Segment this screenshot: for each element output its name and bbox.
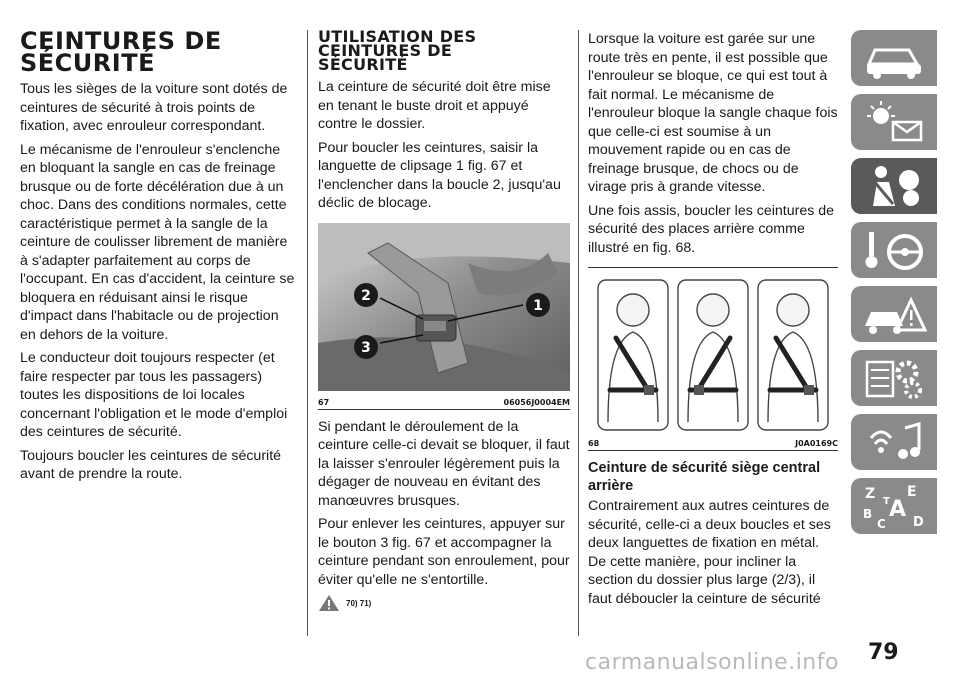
tab-starting-driving[interactable] [851,222,937,278]
seatbelt-airbag-icon [859,162,929,210]
paragraph: La ceinture de sécurité doit être mise en tenant le buste droit et appuyé contre le dossier. [318,79,551,132]
watermark: carmanualsonline.info [585,650,839,675]
index-letter: C [877,517,886,530]
title-line: CEINTURES DE [20,27,222,55]
title-line: CEINTURES DE [318,41,453,60]
index-letter: E [907,484,917,500]
alphabetical-index-icon [859,482,929,530]
page-number: 79 [868,640,899,665]
warning-lights-icon [859,98,929,146]
figure-caption [588,437,838,450]
index-letter: D [913,515,924,530]
figure-number: 67 [318,397,330,407]
rear-seat-occupants-illustration [588,272,838,432]
paragraph: Lorsque la voiture est garée sur une route très en pente, il est possible que l'enrouleur se bloque, ce qui est tout à fait normal. Le mécanisme de l'enrouleur bloque la sangle chaque fois que celle-ci est soumise à un mouvement rapide ou en cas de freinage brusque, de chocs ou de virage pris à grande vitesse. [588,31,838,195]
paragraph: Toujours boucler les ceintures de sécurité avant de prendre la route. [20,447,282,482]
callout-2: 2 [361,287,371,304]
paragraph: Le mécanisme de l'enrouleur s'enclenche en bloquant la sangle en cas de freinage brusque ou de forte décélération due à un choc. Dans des conditions normales, cette caractéristique permet à la sangle de la ceinture de coulisser librement de manière à s'adapter parfaitement au corps de l'occupant. En cas d'accident, la ceinture se bloquera en réduisant ainsi le risque d'impact dans l'habitacle ou de projection en dehors de la voiture. [20,141,295,343]
car-dashboard-icon [859,34,929,82]
emergency-breakdown-icon [859,290,929,338]
tab-warning-lights[interactable] [851,94,937,150]
tab-safety[interactable] [851,158,937,214]
figure-caption [318,396,570,409]
paragraph: Contrairement aux autres ceintures de sécurité, celle-ci a deux boucles et ses deux languettes de fixation en métal. De cette manière, pour incliner la section du dossier plus large (2/3), il faut déboucler la ceinture de sécurité [588,498,831,607]
figure-68 [588,267,838,451]
figure-code: 06056J0004EM [503,397,570,407]
index-letter: B [863,507,873,521]
tab-emergency[interactable] [851,286,937,342]
subheading: Ceinture de sécurité siège central arrière [588,460,821,494]
key-steering-wheel-icon [859,226,929,274]
figure-67 [318,223,570,410]
callout-3: 3 [361,339,371,356]
paragraph: Tous les sièges de la voiture sont dotés de ceintures de sécurité à trois points de fixation, avec enrouleur correspondant. [20,81,288,134]
section-title [20,27,298,77]
maintenance-gears-icon [859,354,929,402]
chapter-index-sidebar [851,30,945,542]
figure-code: J0A0169C [795,439,838,448]
warning-references [318,594,570,612]
column-rear-belts [588,30,838,613]
paragraph: Si pendant le déroulement de la ceinture celle-ci devait se bloquer, il faut la laisser s'enrouler légèrement puis la dégager de nouveau en évitant des manœuvres brusques. [318,418,570,509]
warning-triangle-icon [318,594,340,612]
callout-1: 1 [533,297,543,314]
figure-number: 68 [588,439,600,448]
warning-refs-text: 70) 71) [346,598,372,608]
paragraph: Le conducteur doit toujours respecter (et faire respecter par tous les passagers) toutes les dispositions de loi locales concernant l'obligation et le mode d'emploi des ceintures de sécurité. [20,350,288,440]
title-line: UTILISATION DES [318,27,477,46]
multimedia-music-icon [859,418,929,466]
paragraph: Une fois assis, boucler les ceintures de sécurité des places arrière comme illustré en fig. 68. [588,202,835,256]
index-letter: A [889,497,907,522]
title-line: SÉCURITÉ [20,49,155,77]
column-using-belts [318,27,570,612]
tab-index[interactable] [851,478,937,534]
title-line: SÉCURITÉ [318,55,408,74]
tab-dashboard[interactable] [851,30,937,86]
belt-buckle-illustration [318,223,570,391]
index-letter: Z [865,486,876,502]
column-safety-belts [20,27,298,489]
column-divider [307,30,308,636]
paragraph: Pour boucler les ceintures, saisir la languette de clipsage 1 fig. 67 et l'enclencher dans la boucle 2, jusqu'au déclic de blocage. [318,139,561,211]
tab-multimedia[interactable] [851,414,937,470]
paragraph: Pour enlever les ceintures, appuyer sur le bouton 3 fig. 67 et accompagner la ceinture pendant son enroulement, pour éviter qu'elle ne s'entortille. [318,516,570,588]
index-letter: T [883,496,890,507]
column-divider [578,30,579,636]
tab-maintenance[interactable] [851,350,937,406]
section-title [318,27,570,74]
